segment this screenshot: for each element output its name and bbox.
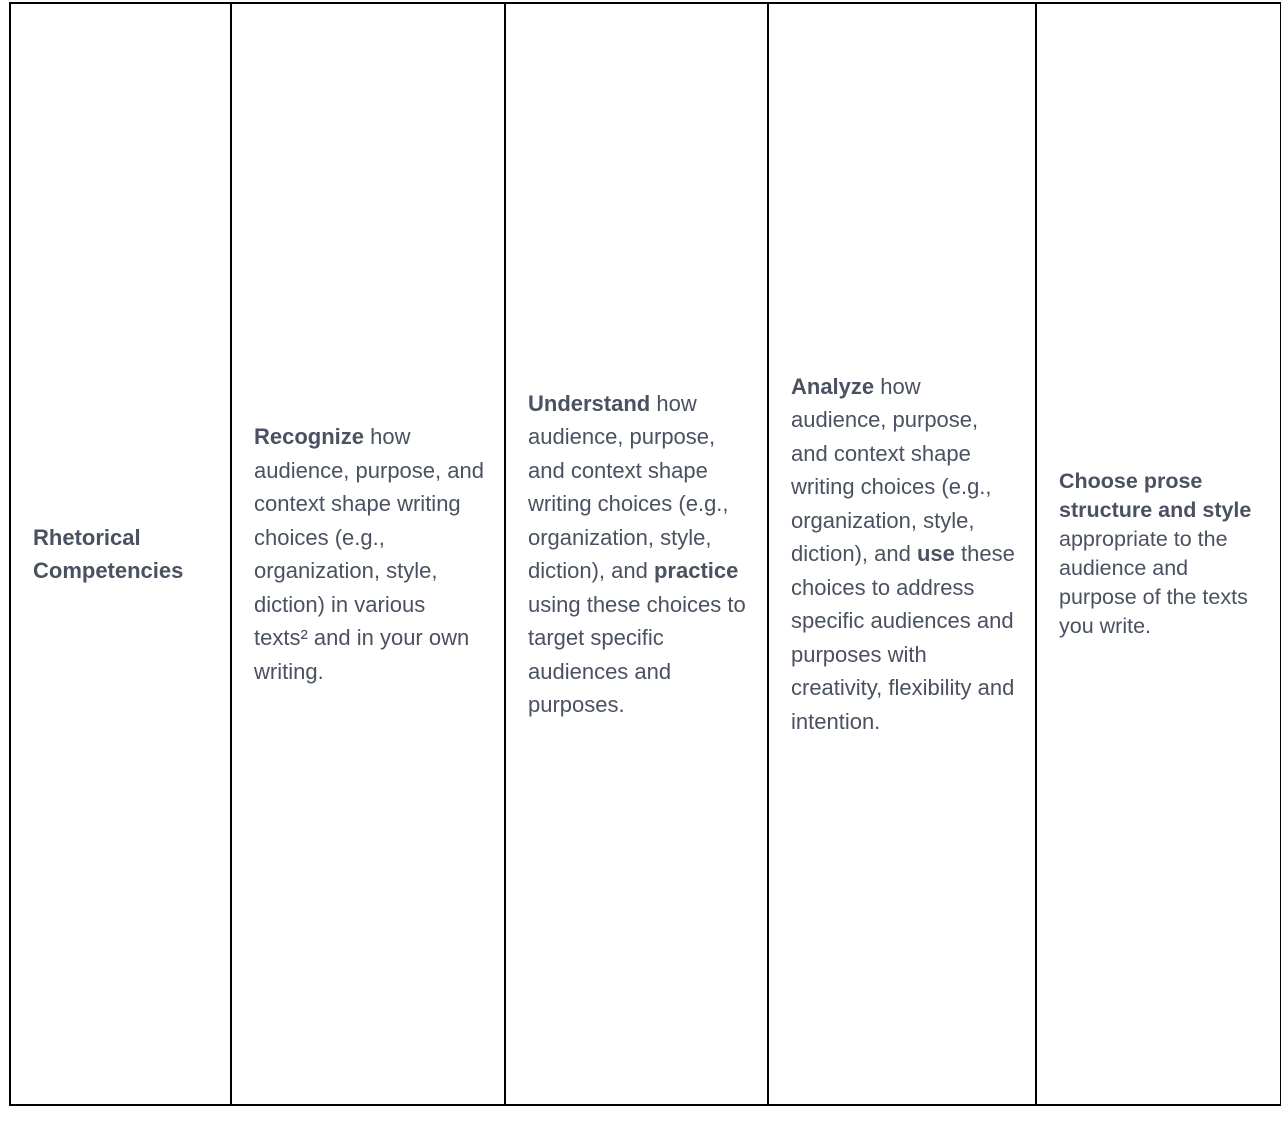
- cell-lead-verb: Recognize: [254, 424, 365, 449]
- cell-lead-verb: Analyze: [791, 373, 875, 399]
- cell-second-verb: practice: [653, 558, 739, 583]
- cell-text: appropriate to the audience and purpose of the texts you write.: [1059, 527, 1248, 638]
- cell-text-continued: using these choices to target specific audiences and purposes.: [528, 591, 746, 717]
- rubric-table: [9, 2, 1281, 1106]
- rubric-table-container: [9, 2, 1280, 1106]
- cell-text: how audience, purpose, and context shape writing choices (e.g., organization, style, diction) in various texts² and in your own writing.: [254, 424, 484, 684]
- cell-lead-verb: Choose prose structure and style: [1059, 469, 1252, 522]
- cell-text-continued: these choices to address specific audiences and purposes with creativity, flexibility and intention.: [791, 541, 1015, 734]
- cell-lead-verb: Understand: [528, 390, 651, 416]
- cell-text: how audience, purpose, and context shape writing choices (e.g., organization, style, diction), and: [528, 390, 729, 583]
- level-cell-understand: [505, 3, 768, 1105]
- table-row: [10, 3, 1281, 1105]
- row-header-cell: [10, 3, 231, 1105]
- cell-text: how audience, purpose, and context shape writing choices (e.g., organization, style, diction), and: [791, 373, 992, 567]
- level-cell-analyze: [768, 3, 1036, 1105]
- level-cell-choose: [1036, 3, 1281, 1105]
- row-label: Rhetorical Competencies: [33, 524, 184, 583]
- cell-second-verb: use: [916, 541, 955, 567]
- level-cell-recognize: [231, 3, 505, 1105]
